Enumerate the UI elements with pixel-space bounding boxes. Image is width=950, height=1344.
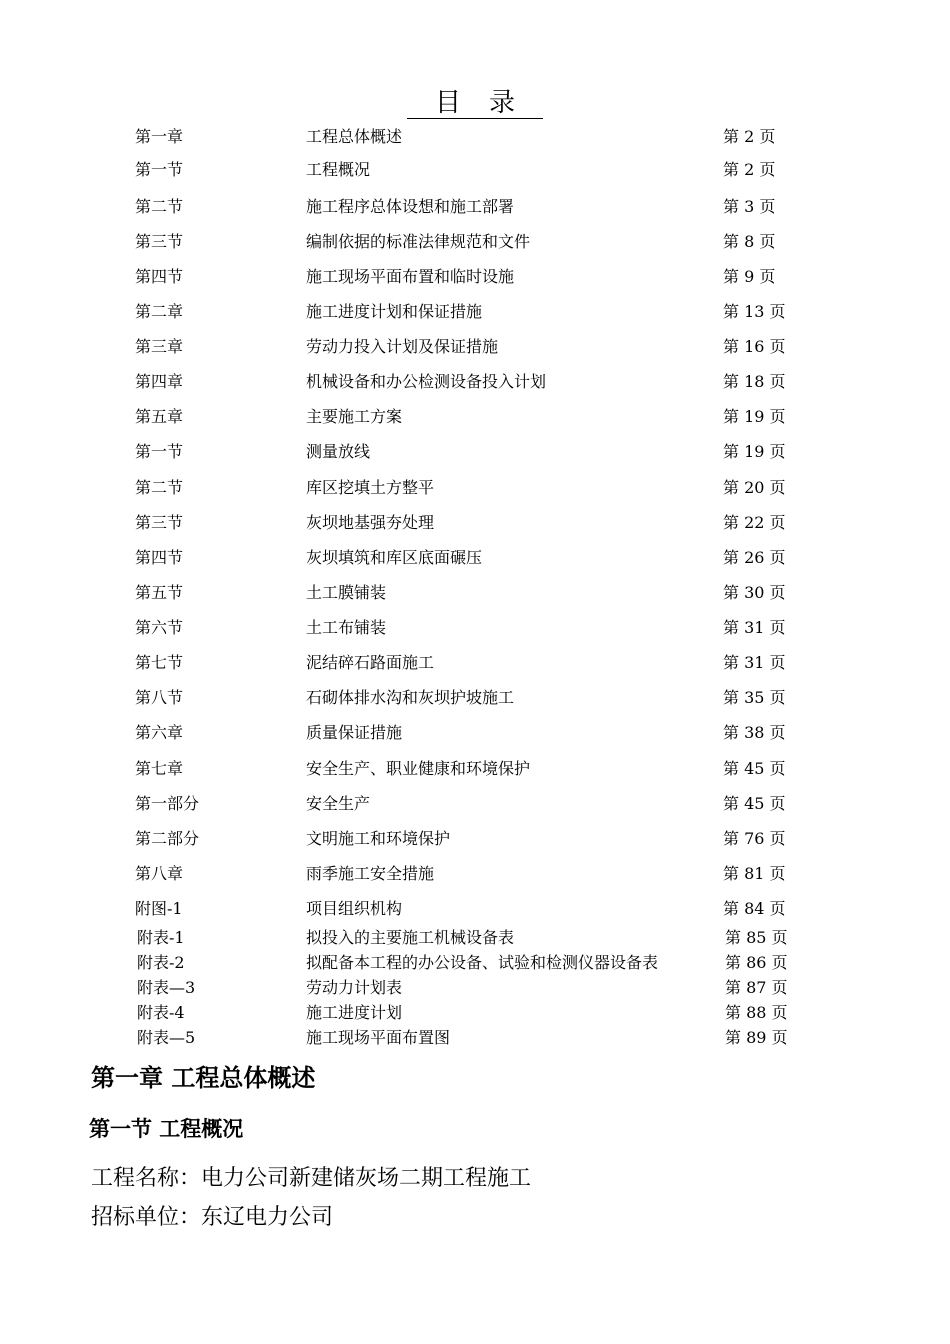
toc-entry-page: 第 86 页 (725, 953, 788, 972)
toc-entry-title: 劳动力计划表 (306, 978, 403, 997)
toc-row[interactable] (0, 686, 950, 710)
toc-entry-label: 第三章 (135, 337, 184, 356)
toc-row[interactable] (0, 616, 950, 640)
toc-entry-page: 第 89 页 (725, 1028, 788, 1047)
toc-entry-title: 文明施工和环境保护 (306, 829, 451, 848)
toc-row[interactable] (0, 862, 950, 886)
toc-entry-label: 第一节 (135, 442, 184, 461)
toc-entry-label: 第三节 (135, 513, 184, 532)
toc-entry-title: 项目组织机构 (306, 899, 403, 918)
toc-entry-label: 第二部分 (135, 829, 200, 848)
toc-row[interactable] (0, 651, 950, 675)
toc-entry-page: 第 38 页 (723, 723, 786, 742)
toc-entry-page: 第 45 页 (723, 759, 786, 778)
toc-row[interactable] (0, 757, 950, 781)
toc-entry-page: 第 88 页 (725, 1003, 788, 1022)
toc-entry-page: 第 81 页 (723, 864, 786, 883)
toc-entry-title: 施工进度计划 (306, 1003, 403, 1022)
toc-entry-title: 施工现场平面布置和临时设施 (306, 267, 515, 286)
toc-entry-label: 第二章 (135, 302, 184, 321)
toc-appendix-row[interactable] (0, 1001, 950, 1025)
toc-row[interactable] (0, 370, 950, 394)
toc-row[interactable] (0, 195, 950, 219)
toc-entry-label: 第七节 (135, 653, 184, 672)
toc-entry-page: 第 31 页 (723, 618, 786, 637)
toc-entry-title: 工程总体概述 (306, 127, 403, 146)
toc-entry-page: 第 8 页 (723, 232, 776, 251)
toc-entry-page: 第 31 页 (723, 653, 786, 672)
toc-entry-label: 第一章 (135, 127, 184, 146)
toc-entry-page: 第 35 页 (723, 688, 786, 707)
toc-row[interactable] (0, 476, 950, 500)
toc-appendix-row[interactable] (0, 976, 950, 1000)
project-name-line: 工程名称：电力公司新建储灰场二期工程施工 (91, 1166, 532, 1191)
toc-row[interactable] (0, 440, 950, 464)
toc-entry-title: 施工程序总体设想和施工部署 (306, 197, 515, 216)
toc-entry-page: 第 45 页 (723, 794, 786, 813)
toc-entry-label: 附表—3 (137, 978, 196, 997)
toc-row[interactable] (0, 897, 950, 921)
toc-row[interactable] (0, 265, 950, 289)
toc-entry-label: 第六章 (135, 723, 184, 742)
toc-appendix-row[interactable] (0, 951, 950, 975)
toc-row[interactable] (0, 546, 950, 570)
toc-entry-page: 第 19 页 (723, 407, 786, 426)
toc-entry-page: 第 2 页 (723, 127, 776, 146)
toc-entry-title: 编制依据的标准法律规范和文件 (306, 232, 531, 251)
toc-entry-label: 第三节 (135, 232, 184, 251)
toc-entry-title: 雨季施工安全措施 (306, 864, 435, 883)
toc-row[interactable] (0, 405, 950, 429)
toc-entry-title: 土工膜铺装 (306, 583, 387, 602)
toc-entry-label: 第四章 (135, 372, 184, 391)
toc-title: 目录 (0, 86, 950, 120)
toc-entry-label: 第四节 (135, 267, 184, 286)
toc-row[interactable] (0, 335, 950, 359)
toc-entry-page: 第 85 页 (725, 928, 788, 947)
toc-entry-label: 第四节 (135, 548, 184, 567)
toc-entry-title: 安全生产、职业健康和环境保护 (306, 759, 531, 778)
toc-entry-title: 质量保证措施 (306, 723, 403, 742)
toc-entry-title: 测量放线 (306, 442, 371, 461)
toc-entry-page: 第 26 页 (723, 548, 786, 567)
toc-row[interactable] (0, 230, 950, 254)
toc-row[interactable] (0, 158, 950, 182)
toc-entry-page: 第 20 页 (723, 478, 786, 497)
toc-row[interactable] (0, 581, 950, 605)
toc-entry-page: 第 19 页 (723, 442, 786, 461)
toc-row[interactable] (0, 792, 950, 816)
toc-entry-title: 拟配备本工程的办公设备、试验和检测仪器设备表 (306, 953, 659, 972)
toc-entry-title: 施工进度计划和保证措施 (306, 302, 483, 321)
toc-entry-title: 机械设备和办公检测设备投入计划 (306, 372, 547, 391)
toc-entry-page: 第 13 页 (723, 302, 786, 321)
toc-entry-label: 附表—5 (137, 1028, 196, 1047)
toc-entry-title: 施工现场平面布置图 (306, 1028, 451, 1047)
toc-entry-title: 灰坝地基强夯处理 (306, 513, 435, 532)
toc-entry-label: 附表-1 (137, 928, 185, 947)
toc-entry-page: 第 84 页 (723, 899, 786, 918)
toc-entry-label: 第八章 (135, 864, 184, 883)
toc-row[interactable] (0, 827, 950, 851)
toc-entry-page: 第 18 页 (723, 372, 786, 391)
toc-entry-page: 第 16 页 (723, 337, 786, 356)
toc-entry-title: 土工布铺装 (306, 618, 387, 637)
toc-entry-label: 第二节 (135, 197, 184, 216)
bidder-line: 招标单位：东辽电力公司 (91, 1205, 334, 1230)
toc-entry-label: 附表-2 (137, 953, 185, 972)
toc-entry-title: 库区挖填土方整平 (306, 478, 435, 497)
toc-entry-title: 工程概况 (306, 160, 371, 179)
toc-row[interactable] (0, 125, 950, 149)
section-heading: 第一节 工程概况 (89, 1117, 244, 1141)
toc-entry-page: 第 22 页 (723, 513, 786, 532)
toc-entry-label: 第五节 (135, 583, 184, 602)
toc-entry-label: 第二节 (135, 478, 184, 497)
toc-entry-page: 第 76 页 (723, 829, 786, 848)
toc-entry-label: 第一部分 (135, 794, 200, 813)
toc-entry-title: 石砌体排水沟和灰坝护坡施工 (306, 688, 515, 707)
toc-row[interactable] (0, 300, 950, 324)
toc-entry-label: 附表-4 (137, 1003, 185, 1022)
toc-entry-title: 泥结碎石路面施工 (306, 653, 435, 672)
toc-entry-page: 第 9 页 (723, 267, 776, 286)
toc-row[interactable] (0, 511, 950, 535)
toc-entry-label: 第八节 (135, 688, 184, 707)
toc-entry-label: 第一节 (135, 160, 184, 179)
toc-entry-label: 附图-1 (135, 899, 183, 918)
toc-entry-title: 灰坝填筑和库区底面碾压 (306, 548, 483, 567)
toc-entry-label: 第五章 (135, 407, 184, 426)
toc-entry-label: 第七章 (135, 759, 184, 778)
toc-entry-title: 劳动力投入计划及保证措施 (306, 337, 499, 356)
toc-appendix-row[interactable] (0, 1026, 950, 1050)
toc-entry-title: 安全生产 (306, 794, 371, 813)
toc-entry-label: 第六节 (135, 618, 184, 637)
toc-entry-page: 第 30 页 (723, 583, 786, 602)
toc-entry-page: 第 3 页 (723, 197, 776, 216)
toc-entry-page: 第 2 页 (723, 160, 776, 179)
toc-row[interactable] (0, 721, 950, 745)
toc-entry-title: 拟投入的主要施工机械设备表 (306, 928, 515, 947)
toc-appendix-row[interactable] (0, 926, 950, 950)
toc-entry-page: 第 87 页 (725, 978, 788, 997)
chapter-heading: 第一章 工程总体概述 (91, 1064, 316, 1092)
toc-entry-title: 主要施工方案 (306, 407, 403, 426)
